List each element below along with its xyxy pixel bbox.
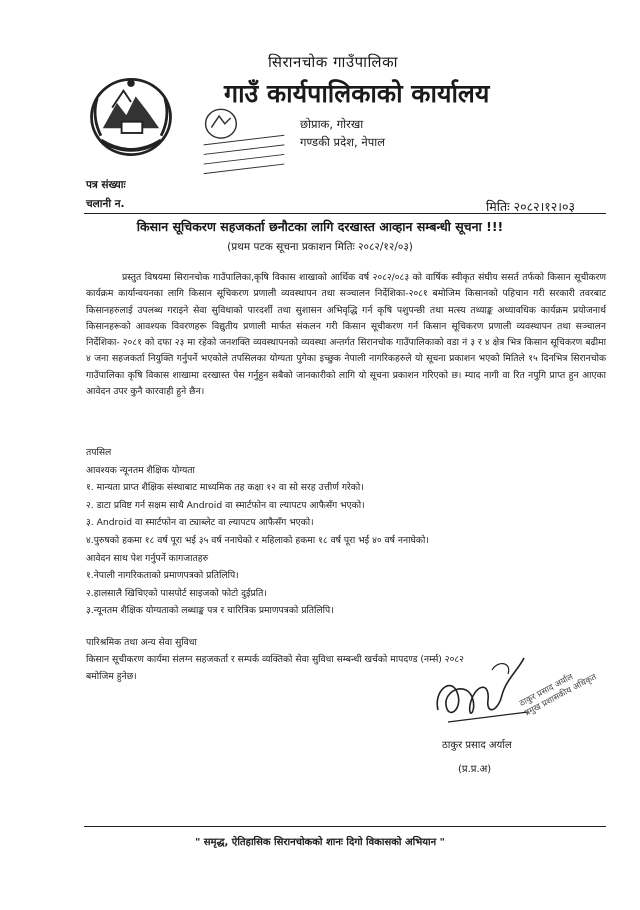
signature-stamp: ठाकुर प्रसाद अर्याल प्रमुख प्रशासकीय अधिकृत [518,672,599,719]
documents-heading: आवेदन साथ पेश गर्नुपर्ने कागजातहरु [86,552,209,564]
nepal-emblem-icon [84,70,178,164]
handwritten-signature-icon [428,650,538,730]
address-line-2: गण्डकी प्रदेश, नेपाल [300,135,386,149]
footer-slogan: " समृद्ध, ऐतिहासिक सिरानचोकको शानः दिगो विकासको अभियान " [195,837,445,848]
footer-divider [84,826,606,827]
notice-subtitle: (प्रथम पटक सूचना प्रकाशन मितिः २०८२/१२/०३) [227,241,413,253]
remuneration-text-line-1: किसान सूचीकरण कार्यमा संलग्न सहजकर्ता र सम्पर्क व्यक्तिको सेवा सुविधा सम्बन्धी खर्चको मापदण्ड (नर्म्स) २०८२ [86,654,464,665]
requirements-list [86,444,606,620]
header-divider [84,213,606,214]
notice-paragraph: प्रस्तुत विषयमा सिरानचोक गाउँपालिका,कृषि विकास शाखाको आर्थिक वर्ष २०८२/०८३ को वार्षिक स्वीकृत संघीय ससर्त तर्फको किसान सूचीकरण कार्यक्रम कार्यान्वयनका लागि किसान सूचिकरण प्रणाली व्यवस्थापन तथा सञ्चालन निर्देशिका-२०८१ बमोजिम किसानको पहिचान गरी सरकारी तवरबाट किसानहरुलाई उपलब्ध गराइने सेवा सुविधाको पारदर्शी तथा सुशासन अभिवृद्धि गर्न कृषि पशुपन्छी तथा मत्स्य तथ्याङ्क अध्यावधिक कार्यक्रम प्रयोजनार्थ किसानहरूको आवश्यक विवरणहरू विद्युतीय प्रणाली मार्फत संकलन गरी किसान सूचीकरण गर्न किसान सूचिकरण प्रणाली व्यवस्थापन तथा सञ्चालन निर्देशिका- २०८१ को दफा २३ मा रहेको जनशक्ति व्यवस्थापनको व्यवस्था अन्तर्गत सिरानचोक गाउँपालिकाको वडा नं ३ र ४ क्षेत्र भित्र किसान सूचिकरण बढीमा ४ जना सहजकर्ता नियुक्ति गर्नुपर्ने भएकोले तपसिलका योग्यता पुगेका इच्छुक नेपाली नागरिकहरुले यो सूचना प्रकाशन भएको मितिले १५ दिनभित्र सिरानचोक गाउँपालिका कृषि विकास शाखामा दरखास्त पेस गर्नुहुन सबैको जानकारीको लागि यो सूचना प्रकाशन गरिएको छ। म्याद नागी वा रित नपुगि प्राप्त हुन आएका आवेदन उपर कुनै कारवाही हुने छैन। [86,272,606,398]
office-name: गाउँ कार्यपालिकाको कार्यालय [224,79,490,108]
municipality-name: सिरानचोक गाउँपालिका [268,53,398,71]
reference-number-label: पत्र संख्याः [86,179,126,191]
document-item: १.नेपाली नागरिकताको प्रमाणपत्रको प्रतिलिपि। [86,570,239,582]
remuneration-heading: पारिश्रमिक तथा अन्य सेवा सुविधा [86,637,197,648]
qualification-item: ३. Android वा स्मार्टफोन वा ट्याब्लेट वा ल्यापटप आफैसँग भएको। [86,517,314,529]
qualification-item: १. मान्यता प्राप्त शैक्षिक संस्थाबाट माध्यमिक तह कक्षा १२ वा सो सरह उत्तीर्ण गरेको। [86,482,364,494]
document-item: २.हालसालै खिचिएको पासपोर्ट साइजको फोटो दुईप्रति। [86,587,267,599]
notice-body [86,270,606,400]
qualification-item: ४.पुरुषको हकमा १८ वर्ष पूरा भई ३५ वर्ष ननाघेको र महिलाको हकमा १८ वर्ष पूरा भई ४० वर्ष ननाघेको। [86,534,429,546]
notice-title: किसान सूचिकरण सहजकर्ता छनौटका लागि दरखास्त आव्हान सम्बन्धी सूचना !!! [136,219,504,234]
signer-role: (प्र.प्र.अ) [458,764,492,775]
office-seal-stamp-icon [196,102,292,180]
dispatch-number-label: चलानी न. [86,198,125,210]
remuneration-text-line-2: बमोजिम हुनेछ। [86,671,137,682]
letter-date: मितिः २०८२।१२।०३ [486,199,576,214]
signer-name: ठाकुर प्रसाद अर्याल [442,740,512,751]
qualification-heading: आवश्यक न्यूनतम शैक्षिक योग्यता [86,464,195,476]
address-line-1: छोप्राक, गोरखा [300,117,364,131]
qualification-item: २. डाटा प्रविष्ट गर्न सक्षम साथै Android वा स्मार्टफोन वा ल्यापटप आफैसँग भएको। [86,499,365,511]
tapasil-label: तपसिल [86,447,112,458]
document-item: ३.न्यूनतम शैक्षिक योग्यताको लब्धाङ्क पत्र र चारित्रिक प्रमाणपत्रको प्रतिलिपि। [86,605,334,617]
